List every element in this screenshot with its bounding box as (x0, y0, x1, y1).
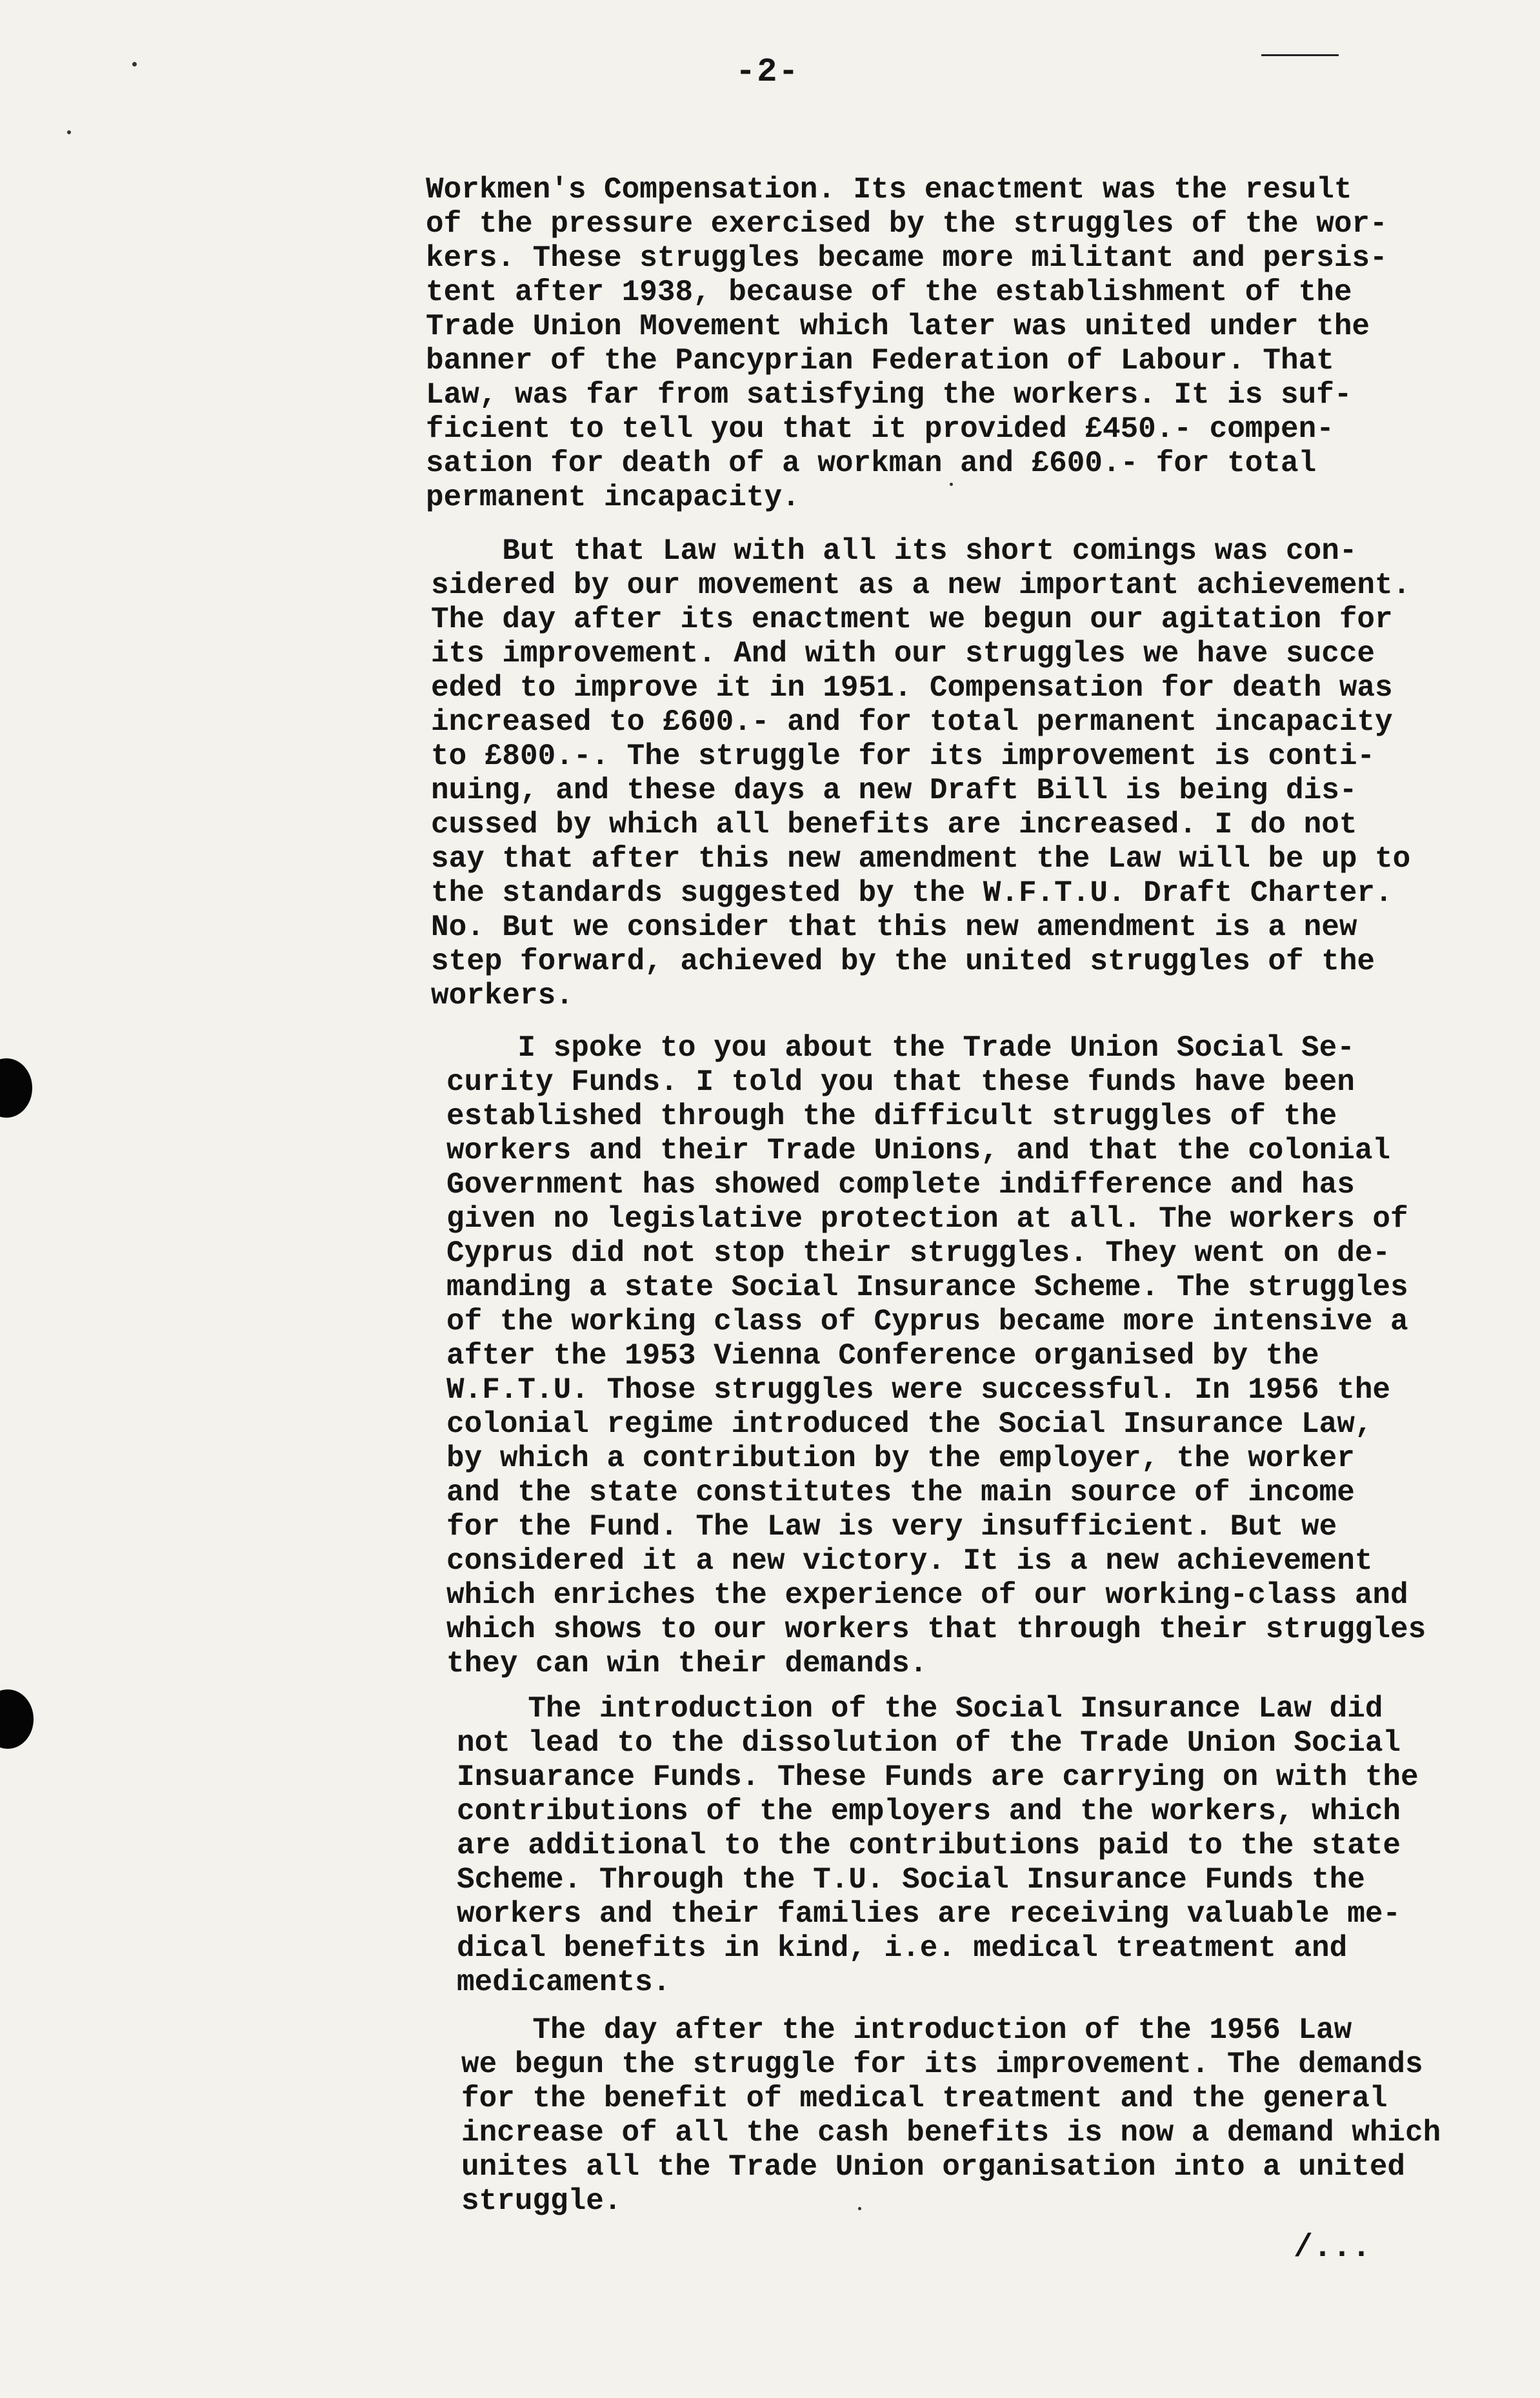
text-line: cussed by which all benefits are increased. I do not (431, 808, 1357, 841)
text-line: increase of all the cash benefits is now a demand which (461, 2116, 1441, 2150)
text-line: The day after the introduction of the 1956 Law (461, 2013, 1352, 2047)
text-line: Law, was far from satisfying the workers. It is suf- (426, 378, 1352, 412)
text-line: manding a state Social Insurance Scheme. The struggles (446, 1271, 1408, 1304)
text-line: its improvement. And with our struggles we have succe (431, 637, 1375, 670)
text-line: curity Funds. I told you that these funds have been (446, 1065, 1355, 1099)
text-line: kers. These struggles became more militant and persis- (426, 241, 1388, 275)
text-line: unites all the Trade Union organisation into a united (461, 2150, 1406, 2184)
scan-speck (132, 62, 137, 66)
text-line: of the working class of Cyprus became more intensive a (446, 1305, 1408, 1338)
text-line: given no legislative protection at all. The workers of (446, 1202, 1408, 1236)
text-line: medicaments. (457, 1966, 671, 1999)
text-line: Trade Union Movement which later was united under the (426, 310, 1370, 343)
text-line: tent after 1938, because of the establishment of the (426, 276, 1352, 309)
text-line: by which a contribution by the employer, the worker (446, 1442, 1355, 1475)
text-line: W.F.T.U. Those struggles were successful. In 1956 the (446, 1373, 1391, 1407)
text-line: workers and their Trade Unions, and that the colonial (446, 1134, 1391, 1167)
text-line: I spoke to you about the Trade Union Social Se- (446, 1031, 1355, 1065)
text-line: say that after this new amendment the Law will be up to (431, 842, 1411, 876)
text-line: No. But we consider that this new amendment is a new (431, 911, 1357, 944)
text-line: Insuarance Funds. These Funds are carrying on with the (457, 1760, 1419, 1794)
text-line: and the state constitutes the main source of income (446, 1476, 1355, 1509)
text-line: are additional to the contributions paid to the state (457, 1829, 1401, 1862)
continuation-mark: /... (1294, 2230, 1372, 2266)
text-line: Government has showed complete indifference and has (446, 1168, 1355, 1202)
page-number: -2- (735, 53, 800, 91)
text-line: Cyprus did not stop their struggles. They went on de- (446, 1236, 1391, 1270)
text-line: dical benefits in kind, i.e. medical treatment and (457, 1931, 1348, 1965)
text-line: But that Law with all its short comings was con- (431, 534, 1357, 568)
text-line: Scheme. Through the T.U. Social Insurance Funds the (457, 1863, 1365, 1897)
text-line: The day after its enactment we begun our agitation for (431, 603, 1393, 636)
text-line: permanent incapacity. (426, 481, 800, 514)
text-line: which shows to our workers that through their struggles (446, 1613, 1426, 1646)
text-line: step forward, achieved by the united struggles of the (431, 945, 1375, 978)
text-line: The introduction of the Social Insurance Law did (457, 1692, 1383, 1726)
text-line: for the Fund. The Law is very insufficient. But we (446, 1510, 1337, 1544)
text-line: we begun the struggle for its improvement. The demands (461, 2048, 1423, 2081)
punch-hole-upper (0, 1058, 32, 1118)
top-rule (1261, 54, 1339, 56)
text-line: contributions of the employers and the workers, which (457, 1795, 1401, 1828)
text-line: ficient to tell you that it provided £450.- compen- (426, 412, 1334, 446)
scan-speck (950, 483, 953, 486)
text-line: colonial regime introduced the Social Insurance Law, (446, 1407, 1373, 1441)
text-line: which enriches the experience of our working-class and (446, 1578, 1408, 1612)
text-line: sation for death of a workman and £600.- for total (426, 447, 1317, 480)
text-line: to £800.-. The struggle for its improvement is conti- (431, 740, 1375, 773)
text-line: they can win their demands. (446, 1647, 928, 1680)
text-line: considered it a new victory. It is a new achievement (446, 1544, 1373, 1578)
text-line: Workmen's Compensation. Its enactment was the result (426, 173, 1352, 207)
text-line: sidered by our movement as a new important achievement. (431, 569, 1411, 602)
text-line: nuing, and these days a new Draft Bill is being dis- (431, 774, 1357, 807)
text-line: workers. (431, 979, 574, 1013)
text-line: the standards suggested by the W.F.T.U. Draft Charter. (431, 876, 1393, 910)
scan-speck (858, 2207, 861, 2210)
scan-speck (67, 130, 71, 134)
text-line: of the pressure exercised by the struggles of the wor- (426, 207, 1388, 241)
text-line: not lead to the dissolution of the Trade Union Social (457, 1726, 1401, 1760)
text-line: after the 1953 Vienna Conference organised by the (446, 1339, 1319, 1373)
text-line: eded to improve it in 1951. Compensation for death was (431, 671, 1393, 705)
text-line: workers and their families are receiving valuable me- (457, 1897, 1401, 1931)
text-line: established through the difficult struggles of the (446, 1100, 1337, 1133)
text-line: struggle. (461, 2184, 622, 2218)
text-line: for the benefit of medical treatment and the general (461, 2082, 1388, 2115)
text-line: increased to £600.- and for total permanent incapacity (431, 705, 1393, 739)
text-line: banner of the Pancyprian Federation of Labour. That (426, 344, 1334, 378)
punch-hole-lower (0, 1689, 34, 1749)
